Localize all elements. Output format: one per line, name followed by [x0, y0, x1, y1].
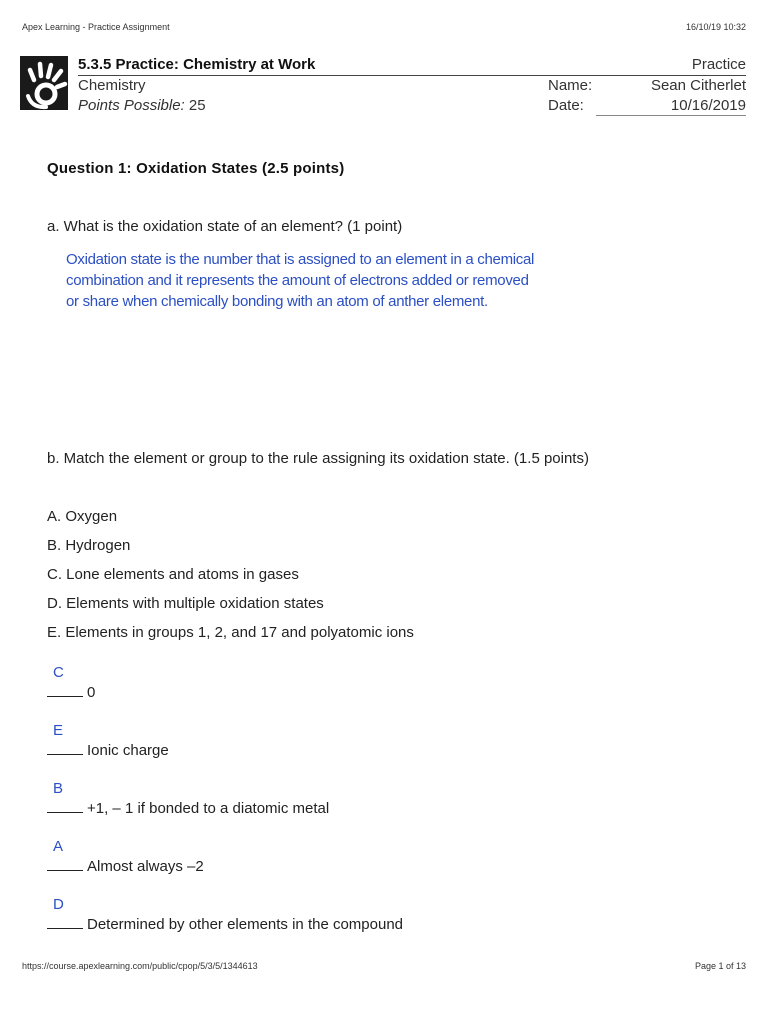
assignment-type: Practice	[691, 56, 746, 73]
subject: Chemistry	[78, 77, 146, 94]
points-label: Points Possible:	[78, 97, 185, 114]
match-rule: Almost always –2	[87, 858, 204, 875]
answer-line: combination and it represents the amount of electrons added or removed	[66, 272, 529, 289]
answer-blank[interactable]	[47, 838, 83, 871]
question-title: Question 1: Oxidation States (2.5 points)	[47, 160, 345, 177]
apex-sun-logo-icon	[20, 56, 68, 110]
part-b-prompt: b. Match the element or group to the rule assigning its oxidation state. (1.5 points)	[47, 450, 589, 467]
blank-answer: A	[53, 838, 64, 855]
option-oxygen: A. Oxygen	[47, 508, 118, 525]
match-row	[47, 722, 169, 759]
answer-blank[interactable]	[47, 896, 83, 929]
page-number: Page 1 of 13	[694, 961, 746, 971]
match-row	[47, 780, 330, 817]
name-label: Name:	[548, 77, 593, 94]
option-lone-elements: C. Lone elements and atoms in gases	[47, 566, 299, 583]
blank-answer: D	[53, 896, 64, 913]
match-rule: 0	[87, 684, 96, 701]
answer-line: Oxidation state is the number that is assigned to an element in a chemical	[66, 251, 535, 268]
option-multiple-states: D. Elements with multiple oxidation states	[47, 595, 324, 612]
option-hydrogen: B. Hydrogen	[47, 537, 131, 554]
part-a-answer[interactable]	[66, 249, 606, 312]
name-field[interactable]: Sean Citherlet	[650, 77, 746, 94]
match-row	[47, 896, 404, 933]
assignment-title: 5.3.5 Practice: Chemistry at Work	[78, 56, 316, 73]
print-footer	[22, 961, 746, 971]
blank-answer: E	[53, 722, 64, 739]
answer-line: or share when chemically bonding with an atom of anther element.	[66, 293, 488, 310]
match-rule: Ionic charge	[87, 742, 169, 759]
header-divider	[78, 75, 746, 76]
blank-answer: B	[53, 780, 64, 797]
match-rule: Determined by other elements in the compound	[87, 916, 404, 933]
answer-blank[interactable]	[47, 664, 83, 697]
part-a-prompt: a. What is the oxidation state of an element? (1 point)	[47, 218, 403, 235]
match-row	[47, 664, 96, 701]
points-possible	[78, 97, 206, 114]
date-label: Date:	[548, 97, 584, 114]
match-row	[47, 838, 204, 875]
answer-blank[interactable]	[47, 722, 83, 755]
print-footer-url[interactable]: https://course.apexlearning.com/public/cpop/5/3/5/1344613	[22, 961, 258, 971]
print-header-datetime: 16/10/19 10:32	[685, 22, 746, 32]
match-rule: +1, – 1 if bonded to a diatomic metal	[87, 800, 330, 817]
print-header	[22, 22, 746, 32]
option-groups-polyatomic: E. Elements in groups 1, 2, and 17 and polyatomic ions	[47, 624, 414, 641]
points-value: 25	[188, 97, 206, 114]
blank-answer: C	[53, 664, 64, 681]
answer-blank[interactable]	[47, 780, 83, 813]
date-field[interactable]: 10/16/2019	[596, 97, 746, 116]
print-header-title: Apex Learning - Practice Assignment	[22, 22, 170, 32]
